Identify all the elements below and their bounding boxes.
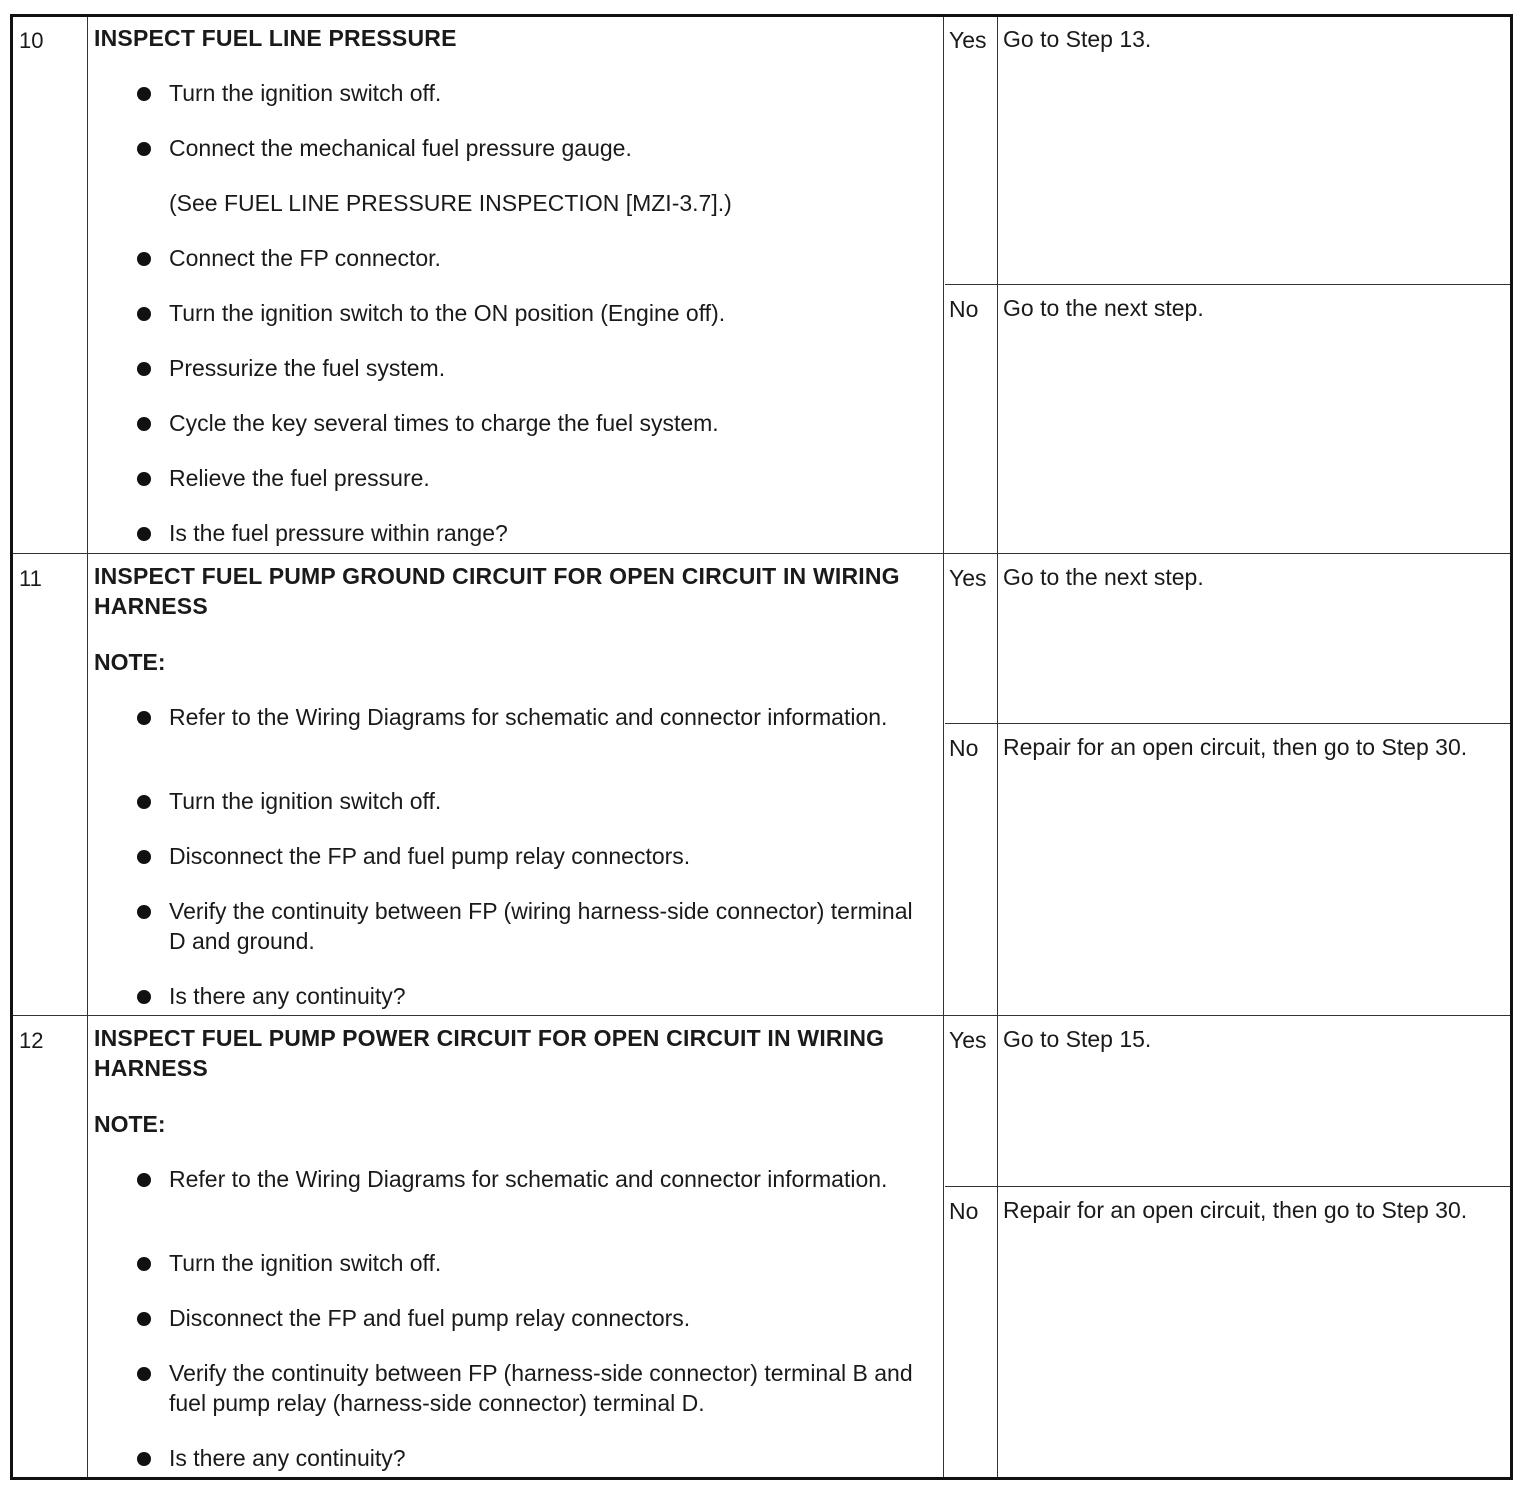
bullet-icon bbox=[137, 527, 151, 541]
list-item: Is the fuel pressure within range? bbox=[137, 518, 917, 548]
column-divider bbox=[943, 17, 944, 1477]
list-item: Is there any continuity? bbox=[137, 981, 917, 1011]
no-action: Repair for an open circuit, then go to Step 30. bbox=[1003, 1197, 1468, 1223]
bullet-icon bbox=[137, 362, 151, 376]
diagnostic-table bbox=[10, 14, 1513, 1480]
row-divider bbox=[13, 553, 1510, 554]
column-divider bbox=[997, 17, 998, 1477]
yes-action: Go to Step 15. bbox=[1003, 1026, 1152, 1052]
list-item: Verify the continuity between FP (harness-side connector) terminal B and fuel pump relay (harness-side connector) terminal D. bbox=[137, 1358, 917, 1418]
list-item: Connect the mechanical fuel pressure gauge. bbox=[137, 133, 917, 163]
yes-action: Go to Step 13. bbox=[1003, 26, 1152, 52]
bullet-icon bbox=[137, 795, 151, 809]
answer-divider bbox=[945, 723, 1510, 724]
list-item: Disconnect the FP and fuel pump relay connectors. bbox=[137, 841, 917, 871]
bullet-icon bbox=[137, 1312, 151, 1326]
list-item: Turn the ignition switch off. bbox=[137, 78, 917, 108]
step-number: 11 bbox=[19, 566, 42, 591]
bullet-icon bbox=[137, 1173, 151, 1187]
no-action: Repair for an open circuit, then go to Step 30. bbox=[1003, 734, 1468, 760]
bullet-icon bbox=[137, 1367, 151, 1381]
answer-divider bbox=[945, 1186, 1510, 1187]
list-item: Verify the continuity between FP (wiring harness-side connector) terminal D and ground. bbox=[137, 896, 917, 956]
bullet-icon bbox=[137, 1257, 151, 1271]
list-item: Disconnect the FP and fuel pump relay connectors. bbox=[137, 1303, 917, 1333]
answer-divider bbox=[945, 284, 1510, 285]
list-item: Cycle the key several times to charge the fuel system. bbox=[137, 408, 917, 438]
step-number: 12 bbox=[19, 1028, 44, 1053]
bullet-icon bbox=[137, 417, 151, 431]
row-divider bbox=[13, 1015, 1510, 1016]
list-item: Turn the ignition switch off. bbox=[137, 786, 917, 816]
reference-note: (See FUEL LINE PRESSURE INSPECTION [MZI-3.7].) bbox=[169, 190, 732, 216]
step-title: INSPECT FUEL PUMP POWER CIRCUIT FOR OPEN CIRCUIT IN WIRING HARNESS bbox=[94, 1025, 885, 1081]
no-label: No bbox=[949, 296, 979, 322]
bullet-icon bbox=[137, 905, 151, 919]
no-label: No bbox=[949, 1198, 979, 1224]
bullet-icon bbox=[137, 850, 151, 864]
list-item: Turn the ignition switch off. bbox=[137, 1248, 917, 1278]
bullet-icon bbox=[137, 252, 151, 266]
yes-label: Yes bbox=[949, 565, 987, 591]
list-item: Refer to the Wiring Diagrams for schematic and connector information. bbox=[137, 702, 917, 732]
list-item: Relieve the fuel pressure. bbox=[137, 463, 917, 493]
bullet-icon bbox=[137, 1452, 151, 1466]
bullet-icon bbox=[137, 307, 151, 321]
step-title: INSPECT FUEL PUMP GROUND CIRCUIT FOR OPEN CIRCUIT IN WIRING HARNESS bbox=[94, 563, 900, 619]
yes-label: Yes bbox=[949, 27, 987, 53]
no-action: Go to the next step. bbox=[1003, 295, 1204, 321]
note-label: NOTE: bbox=[94, 1111, 166, 1137]
step-title: INSPECT FUEL LINE PRESSURE bbox=[94, 25, 457, 51]
list-item: Turn the ignition switch to the ON position (Engine off). bbox=[137, 298, 917, 328]
list-item: Connect the FP connector. bbox=[137, 243, 917, 273]
bullet-icon bbox=[137, 711, 151, 725]
column-divider bbox=[87, 17, 88, 1477]
yes-label: Yes bbox=[949, 1027, 987, 1053]
yes-action: Go to the next step. bbox=[1003, 564, 1204, 590]
bullet-icon bbox=[137, 142, 151, 156]
bullet-icon bbox=[137, 990, 151, 1004]
list-item: Pressurize the fuel system. bbox=[137, 353, 917, 383]
list-item: Refer to the Wiring Diagrams for schematic and connector information. bbox=[137, 1164, 917, 1194]
note-label: NOTE: bbox=[94, 649, 166, 675]
no-label: No bbox=[949, 735, 979, 761]
list-item: Is there any continuity? bbox=[137, 1443, 917, 1473]
bullet-icon bbox=[137, 87, 151, 101]
bullet-icon bbox=[137, 472, 151, 486]
step-number: 10 bbox=[19, 28, 44, 53]
